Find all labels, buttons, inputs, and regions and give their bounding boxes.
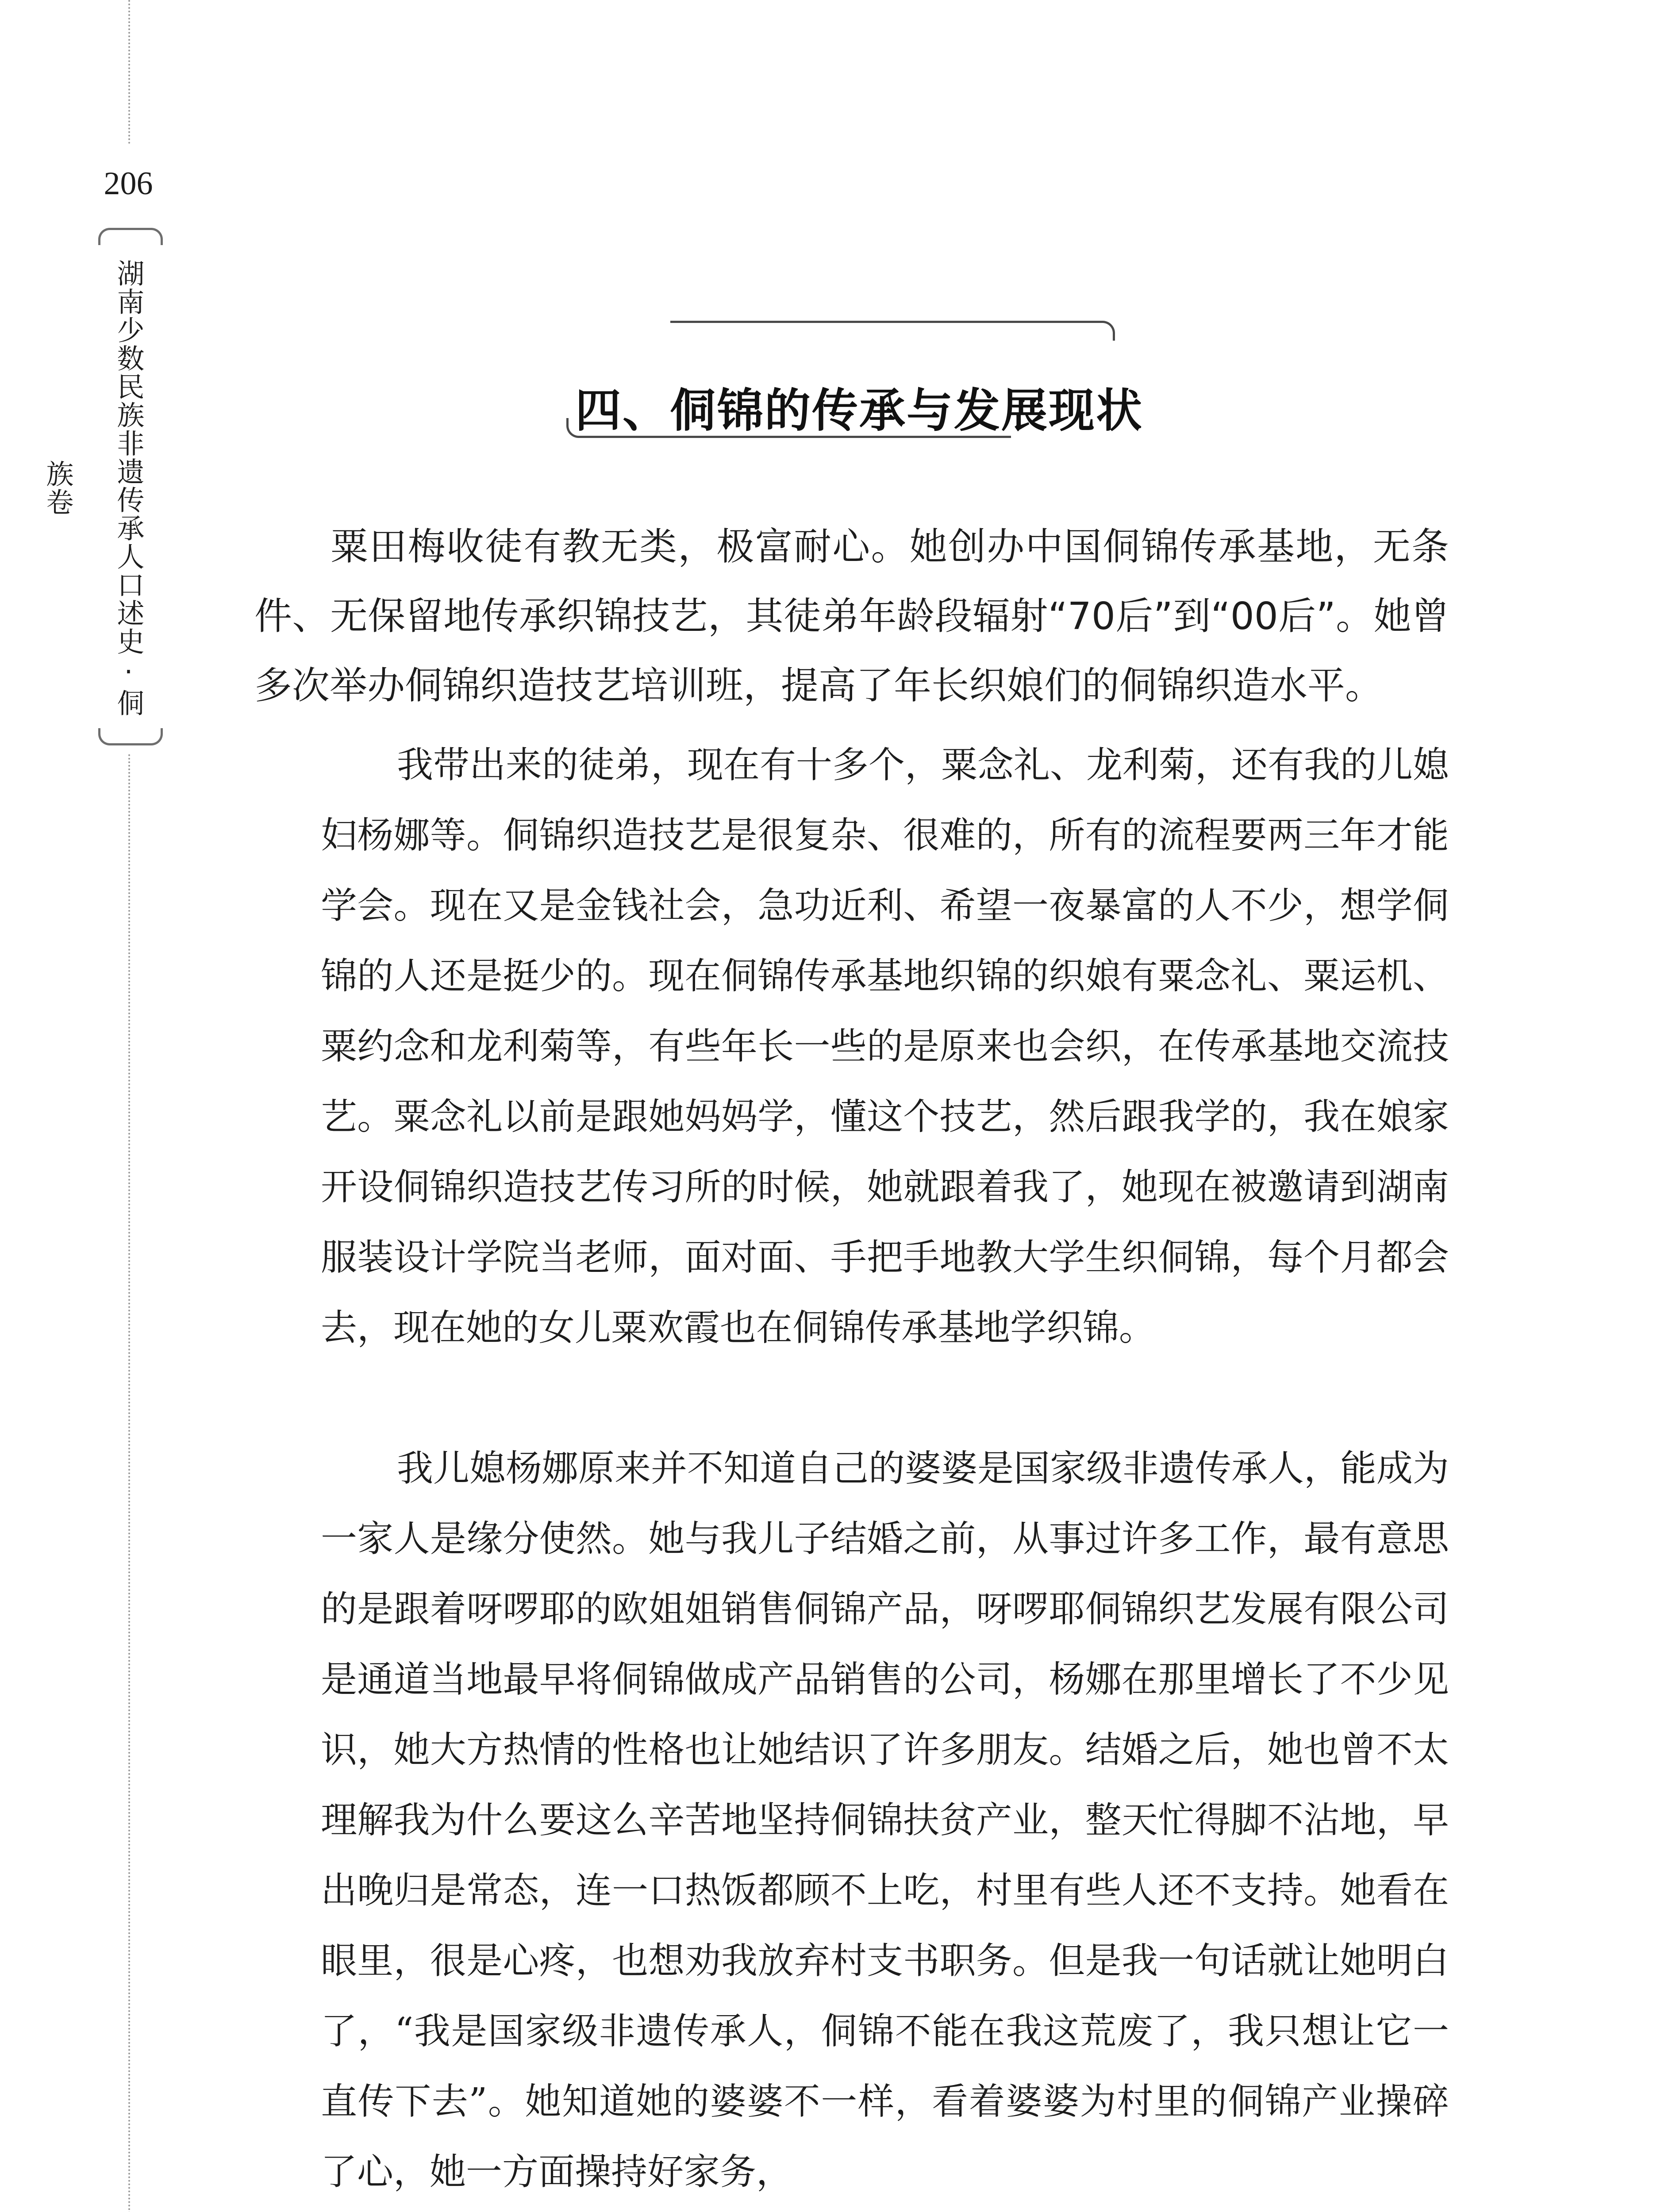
running-title-bracket-bottom (98, 728, 163, 745)
margin-dotted-rule-bottom (128, 754, 130, 2212)
heading-ornament-top (670, 321, 1115, 341)
oral-account-paragraph: 我儿媳杨娜原来并不知道自己的婆婆是国家级非遗传承人，能成为一家人是缘分使然。她与我儿子结婚之前，从事过许多工作，最有意思的是跟着呀啰耶的欧姐姐销售侗锦产品，呀啰耶侗锦织艺发展有限公司是通道当地最早将侗锦做成产品销售的公司，杨娜在那里增长了不少见识，她大方热情的性格也让她结识了许多朋友。结婚之后，她也曾不太理解我为什么要这么辛苦地坚持侗锦扶贫产业，整天忙得脚不沾地，早出晚归是常态，连一口热饭都顾不上吃，村里有些人还不支持。她看在眼里，很是心疼，也想劝我放弃村支书职务。但是我一句话就让她明白了，“我是国家级非遗传承人，侗锦不能在我这荒废了，我只想让它一直传下去”。她知道她的婆婆不一样，看着婆婆为村里的侗锦产业操碎了心，她一方面操持好家务， (321, 1448, 1449, 2193)
oral-account-block-2 (321, 1433, 1449, 2207)
section-title: 四、侗锦的传承与发展现状 (575, 383, 1144, 438)
running-title-bracket-top (98, 228, 163, 245)
running-book-title: 湖南少数民族非遗传承人口述史·侗族卷 (42, 259, 145, 717)
heading-ornament-bottom (566, 418, 1011, 438)
section-heading (566, 321, 1144, 438)
intro-paragraph: 粟田梅收徒有教无类，极富耐心。她创办中国侗锦传承基地，无条件、无保留地传承织锦技艺，其徒弟年龄段辐射“70后”到“00后”。她曾多次举办侗锦织造技艺培训班，提高了年长织娘们的侗锦织造水平。 (254, 525, 1449, 708)
running-title-frame (42, 228, 164, 745)
oral-account-block-1 (321, 730, 1449, 1363)
page-number: 206 (104, 165, 153, 202)
margin-dotted-rule-top (128, 0, 130, 144)
oral-account-paragraph: 我带出来的徒弟，现在有十多个，粟念礼、龙利菊，还有我的儿媳妇杨娜等。侗锦织造技艺是很复杂、很难的，所有的流程要两三年才能学会。现在又是金钱社会，急功近利、希望一夜暴富的人不少，想学侗锦的人还是挺少的。现在侗锦传承基地织锦的织娘有粟念礼、粟运机、粟约念和龙利菊等，有些年长一些的是原来也会织，在传承基地交流技艺。粟念礼以前是跟她妈妈学，懂这个技艺，然后跟我学的，我在娘家开设侗锦织造技艺传习所的时候，她就跟着我了，她现在被邀请到湖南服装设计学院当老师，面对面、手把手地教大学生织侗锦，每个月都会去，现在她的女儿粟欢霞也在侗锦传承基地学织锦。 (321, 744, 1449, 1349)
